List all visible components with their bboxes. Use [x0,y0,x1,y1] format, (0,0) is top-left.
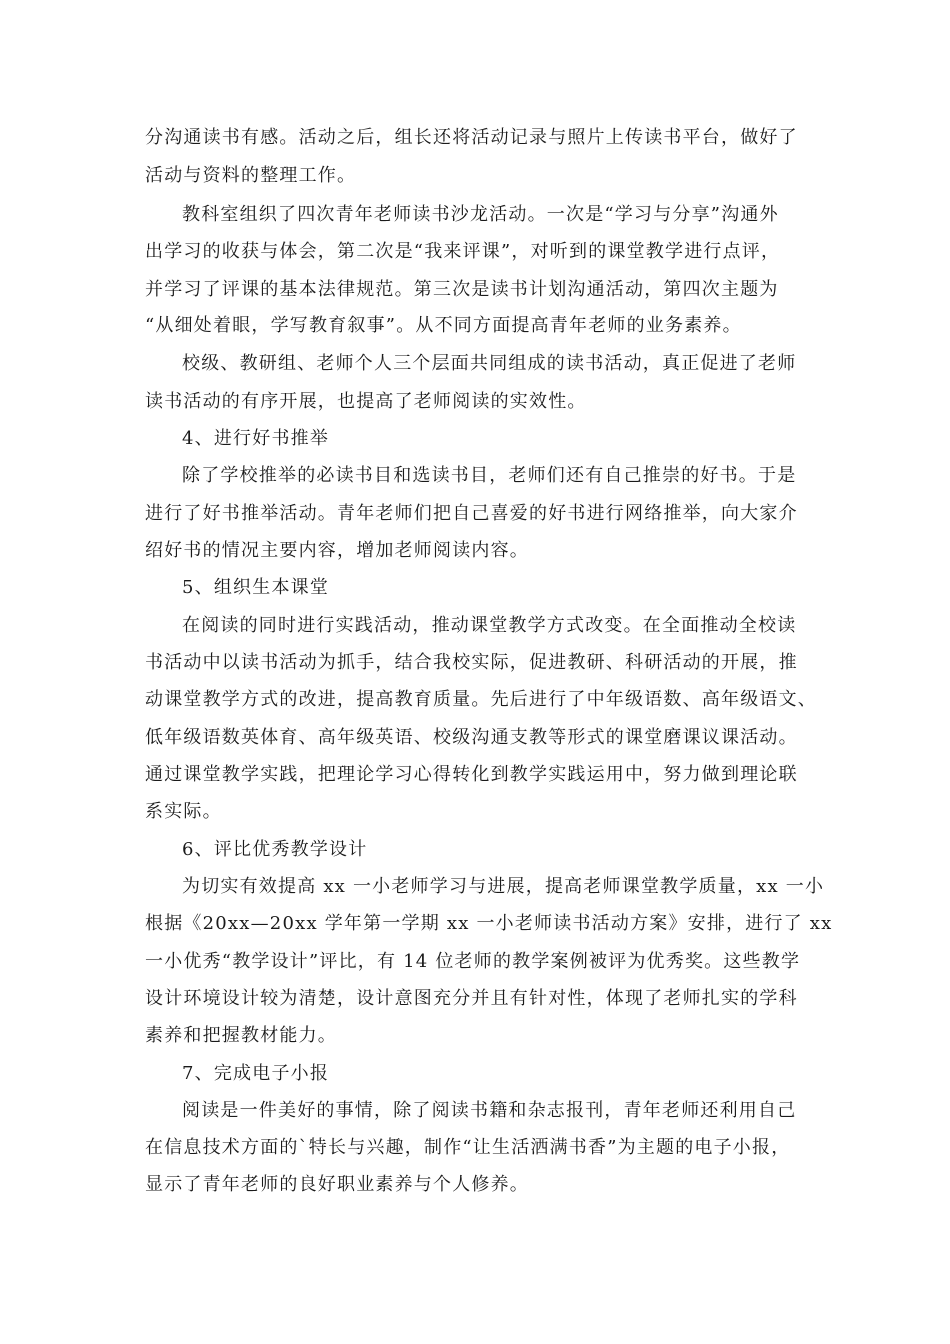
text-line: 进行了好书推举活动。青年老师们把自己喜爱的好书进行网络推举，向大家介 [145,503,798,524]
paragraph-start: 在阅读的同时进行实践活动，推动课堂教学方式改变。在全面推动全校读 [182,615,797,636]
text-line: 书活动中以读书活动为抓手，结合我校实际，促进教研、科研活动的开展，推 [145,652,798,673]
section-heading-6: 6、评比优秀教学设计 [182,839,368,860]
text-line: 分沟通读书有感。活动之后，组长还将活动记录与照片上传读书平台，做好了 [145,127,798,148]
section-heading-5: 5、组织生本课堂 [182,577,330,598]
text-line: 通过课堂教学实践，把理论学习心得转化到教学实践运用中，努力做到理论联 [145,764,798,785]
text-line: 显示了青年老师的良好职业素养与个人修养。 [145,1174,529,1195]
paragraph-start: 校级、教研组、老师个人三个层面共同组成的读书活动，真正促进了老师 [182,353,797,374]
text-line: 在信息技术方面的`特长与兴趣，制作“让生活洒满书香”为主题的电子小报， [145,1137,791,1158]
text-line: 素养和把握教材能力。 [145,1025,337,1046]
text-line: 动课堂教学方式的改进，提高教育质量。先后进行了中年级语数、高年级语文、 [145,689,817,710]
text-line: 设计环境设计较为清楚，设计意图充分并且有针对性，体现了老师扎实的学科 [145,988,798,1009]
paragraph-start: 教科室组织了四次青年老师读书沙龙活动。一次是“学习与分享”沟通外 [182,204,779,225]
text-line: 读书活动的有序开展，也提高了老师阅读的实效性。 [145,391,587,412]
section-heading-4: 4、进行好书推举 [182,428,330,449]
section-heading-7: 7、完成电子小报 [182,1063,330,1084]
paragraph-start: 为切实有效提高 xx 一小老师学习与进展，提高老师课堂教学质量，xx 一小 [182,876,825,897]
text-line: 并学习了评课的基本法律规范。第三次是读书计划沟通活动，第四次主题为 [145,279,779,300]
text-line: 一小优秀“教学设计”评比，有 14 位老师的教学案例被评为优秀奖。这些教学 [145,951,801,972]
text-line: 出学习的收获与体会，第二次是“我来评课”，对听到的课堂教学进行点评， [145,241,781,262]
text-line: 根据《20xx—20xx 学年第一学期 xx 一小老师读书活动方案》安排，进行了 xx [145,913,833,934]
paragraph-start: 除了学校推举的必读书目和选读书目，老师们还有自己推崇的好书。于是 [182,465,797,486]
text-line: 活动与资料的整理工作。 [145,165,357,186]
text-line: “从细处着眼，学写教育叙事”。从不同方面提高青年老师的业务素养。 [145,315,742,336]
text-line: 系实际。 [145,801,222,822]
paragraph-start: 阅读是一件美好的事情，除了阅读书籍和杂志报刊，青年老师还利用自己 [182,1100,797,1121]
text-line: 低年级语数英体育、高年级英语、校级沟通支教等形式的课堂磨课议课活动。 [145,727,798,748]
text-line: 绍好书的情况主要内容，增加老师阅读内容。 [145,540,529,561]
